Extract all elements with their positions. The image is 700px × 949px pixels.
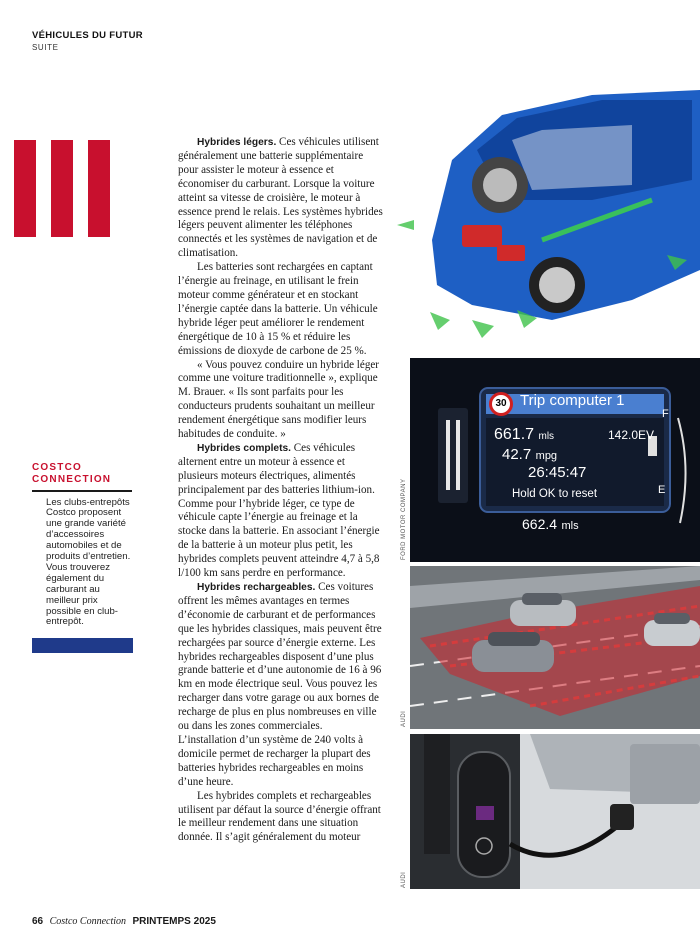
red-bar	[51, 140, 73, 237]
sidebar-blue-bar	[32, 638, 133, 653]
photo-credit-highway: AUDI	[401, 710, 407, 727]
odometer: 662.4 mls	[522, 516, 579, 532]
red-bar	[14, 140, 36, 237]
section-title: VÉHICULES DU FUTUR	[32, 30, 143, 41]
fuel-full-label: F	[662, 408, 669, 420]
issue-name: PRINTEMPS 2025	[132, 916, 216, 927]
decorative-red-bars	[14, 140, 110, 237]
ev-charger-photo	[410, 734, 700, 889]
fuel-economy: 42.7 mpg	[502, 446, 558, 463]
article-paragraph: Hybrides rechargeables. Ces voitures offrent les mêmes avantages en termes d’économie de carburant et de performances que les hybrides classiques, mais peuvent être rechargées par source d’énergie externe. Les hybrides rechargeables disposent d’une plus grande batterie et d’une autonomie de 16 à 96 km en mode électrique seul. Vous pouvez les recharger dans votre garage ou aux bornes de recharge de plus en plus nombreuses en ville ou dans les zones commerciales. L’installation d’un système de 240 volts à domicile permet de recharger la plupart des batteries hybrides rechargeables en moins d’une heure.	[178, 581, 382, 788]
paragraph-heading: Hybrides légers.	[197, 137, 277, 148]
car-illustration-svg	[392, 90, 700, 352]
trip-distance: 661.7 mls	[494, 426, 555, 443]
trip-computer-title: Trip computer 1	[520, 392, 625, 409]
paragraph-heading: Hybrides rechargeables.	[197, 582, 316, 593]
trip-time: 26:45:47	[528, 464, 587, 481]
article-paragraph: Hybrides complets. Ces véhicules alternent entre un moteur à essence et plusieurs moteurs électriques, alimentés principalement par des batteries lithium-ion. Comme pour l’hybride léger, ce type de véhicule capte l’énergie au freinage et la stocke dans la batterie. En associant l’énergie de la batterie à un moteur plus petit, les hybrides complets peuvent atteindre 4,7 à 5,8 l/100 km sans perdre en performance.	[178, 441, 380, 580]
highway-radar-photo	[410, 566, 700, 729]
highway-svg	[410, 566, 700, 729]
article-paragraph: Les batteries sont rechargées en captant l’énergie au freinage, en utilisant le frein moteur comme générateur et en stockant l’énergie captée dans la batterie. Un véhicule hybride léger peut améliorer le rendement énergétique de 10 à 15 % et réduire les émissions de dioxyde de carbone de 25 %.	[178, 261, 378, 357]
page-number: 66	[32, 916, 44, 927]
charger-svg	[410, 734, 700, 889]
photo-credit-dashboard: FORD MOTOR COMPANY	[401, 478, 407, 560]
red-bar	[88, 140, 110, 237]
article-paragraph: « Vous pouvez conduire un hybride léger comme une voiture traditionnelle », explique M. Brauer. « Ils sont parfaits pour les conducteurs prudents souhaitant un meilleur rendement énergétique sans modifier leurs habitudes de conduite. »	[178, 358, 379, 441]
section-header	[32, 30, 143, 52]
hybrid-car-illustration	[392, 90, 700, 352]
photo-credit-charger: AUDI	[401, 871, 407, 888]
costco-connection-sidebar	[32, 462, 133, 653]
speed-limit-sign: 30	[489, 392, 513, 416]
article-paragraph: Hybrides légers. Ces véhicules utilisent généralement une batterie supplémentaire pour assister le moteur à essence et économiser du carburant. Lorsque la voiture atteint sa vitesse de croisière, le moteur à essence prend le relais. Les systèmes hybrides légers peuvent alimenter les téléphones connectés et les systèmes de navigation et de climatisation.	[178, 136, 383, 260]
article-paragraph: Les hybrides complets et rechargeables utilisent par défaut la source d’énergie offrant le meilleur rendement dans une situation donnée. Il s’agit généralement du moteur	[178, 789, 381, 844]
page-footer	[32, 916, 216, 927]
article-body	[178, 136, 383, 845]
fuel-empty-label: E	[658, 484, 666, 496]
section-subtitle: SUITE	[32, 43, 59, 52]
sidebar-title: COSTCO CONNECTION	[32, 462, 112, 485]
paragraph-heading: Hybrides complets.	[197, 442, 291, 454]
ev-distance: 142.0EV	[608, 428, 655, 442]
reset-hint: Hold OK to reset	[512, 488, 598, 500]
sidebar-body: Les clubs-entrepôts Costco proposent une grande variété d’accessoires automobiles et de produits d’entretien. Vous trouverez également du carburant au meilleur prix possible en club-entrepôt.	[46, 496, 131, 628]
trip-computer-dashboard	[410, 358, 700, 562]
magazine-name: Costco Connection	[49, 916, 127, 927]
sidebar-divider	[32, 490, 132, 492]
